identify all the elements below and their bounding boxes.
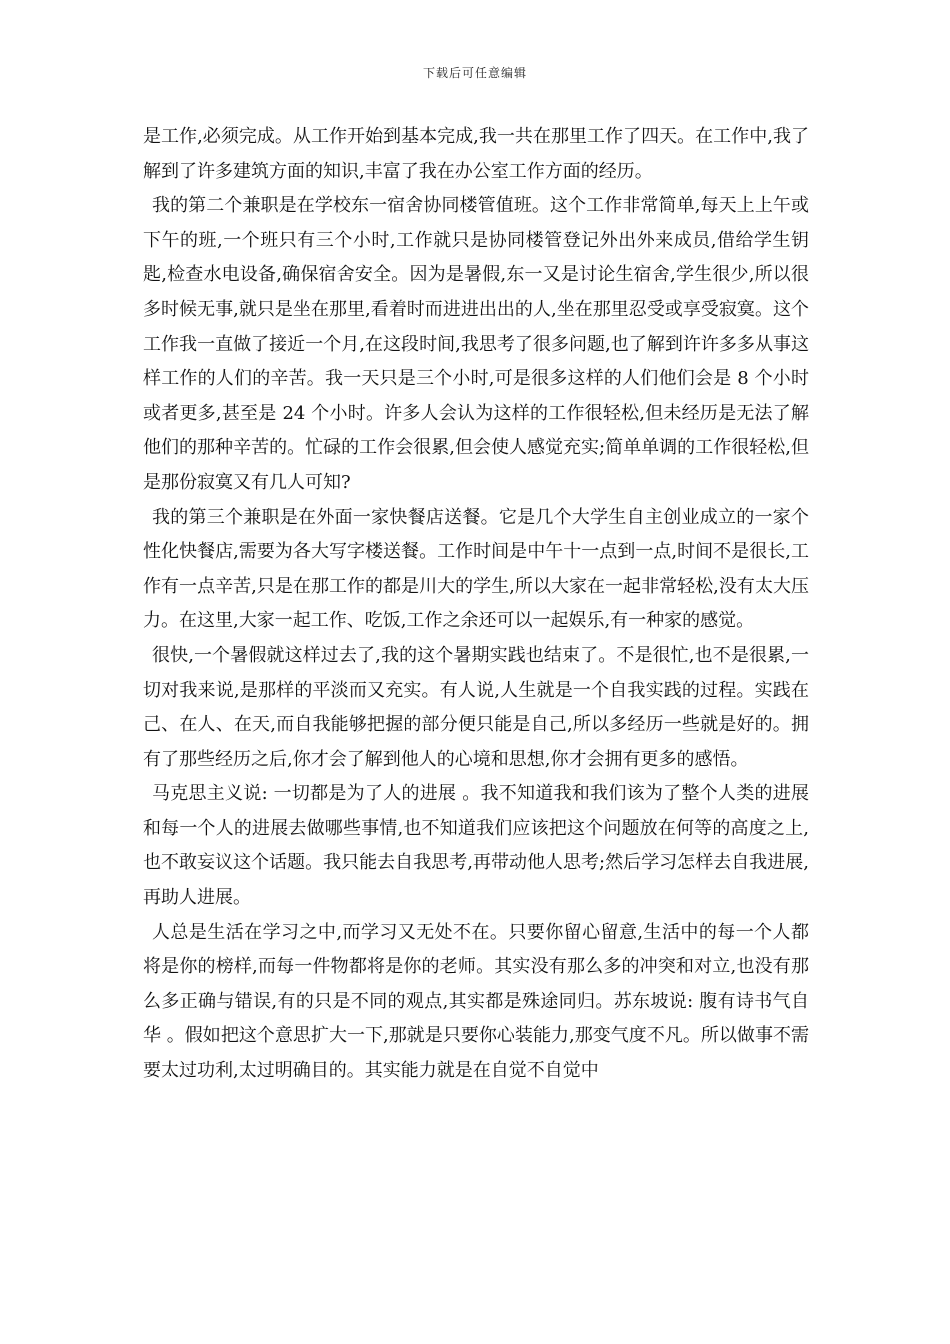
paragraph-marxism: 马克思主义说: 一切都是为了人的进展 。我不知道我和我们该为了整个人类的进展和每一个人的进展去做哪些事情,也不知道我们应该把这个问题放在何等的高度之上,也不敢妄议这个话题。我只能去自我思考,再带动他人思考;然后学习怎样去自我进展,再助人进展。 [143,783,809,909]
paragraph-continuation: 是工作,必须完成。从工作开始到基本完成,我一共在那里工作了四天。在工作中,我了解到了许多建筑方面的知识,丰富了我在办公室工作方面的经历。 [143,126,809,182]
document-body [143,120,809,1089]
paragraph-summer-end: 很快,一个暑假就这样过去了,我的这个暑期实践也结束了。不是很忙,也不是很累,一切对我来说,是那样的平淡而又充实。有人说,人生就是一个自我实践的过程。实践在己、在人、在天,而自我能够把握的部分便只能是自己,所以多经历一些就是好的。拥有了那些经历之后,你才会了解到他人的心境和思想,你才会拥有更多的感悟。 [143,644,809,770]
paragraph-second-job: 我的第二个兼职是在学校东一宿舍协同楼管值班。这个工作非常简单,每天上上午或下午的班,一个班只有三个小时,工作就只是协同楼管登记外出外来成员,借给学生钥匙,检查水电设备,确保宿舍安全。因为是暑假,东一又是讨论生宿舍,学生很少,所以很多时候无事,就只是坐在那里,看着时而进进出出的人,坐在那里忍受或享受寂寞。这个工作我一直做了接近一个月,在这段时间,我思考了很多问题,也了解到许许多多从事这样工作的人们的辛苦。我一天只是三个小时,可是很多这样的人们他们会是 8 个小时或者更多,甚至是 24 个小时。许多人会认为这样的工作很轻松,但未经历是无法了解他们的那种辛苦的。忙碌的工作会很累,但会使人感觉充实;简单单调的工作很轻松,但是那份寂寞又有几人可知? [143,195,809,493]
paragraph-learning: 人总是生活在学习之中,而学习又无处不在。只要你留心留意,生活中的每一个人都将是你的榜样,而每一件物都将是你的老师。其实没有那么多的冲突和对立,也没有那么多正确与错误,有的只是不同的观点,其实都是殊途同归。苏东坡说: 腹有诗书气自华 。假如把这个意思扩大一下,那就是只要你心装能力,那变气度不凡。所以做事不需要太过功利,太过明确目的。其实能力就是在自觉不自觉中 [143,921,809,1082]
paragraph-third-job: 我的第三个兼职是在外面一家快餐店送餐。它是几个大学生自主创业成立的一家个性化快餐店,需要为各大写字楼送餐。工作时间是中午十一点到一点,时间不是很长,工作有一点辛苦,只是在那工作的都是川大的学生,所以大家在一起非常轻松,没有太大压力。在这里,大家一起工作、吃饭,工作之余还可以一起娱乐,有一种家的感觉。 [143,506,809,632]
page-header: 下载后可任意编辑 [422,66,527,80]
